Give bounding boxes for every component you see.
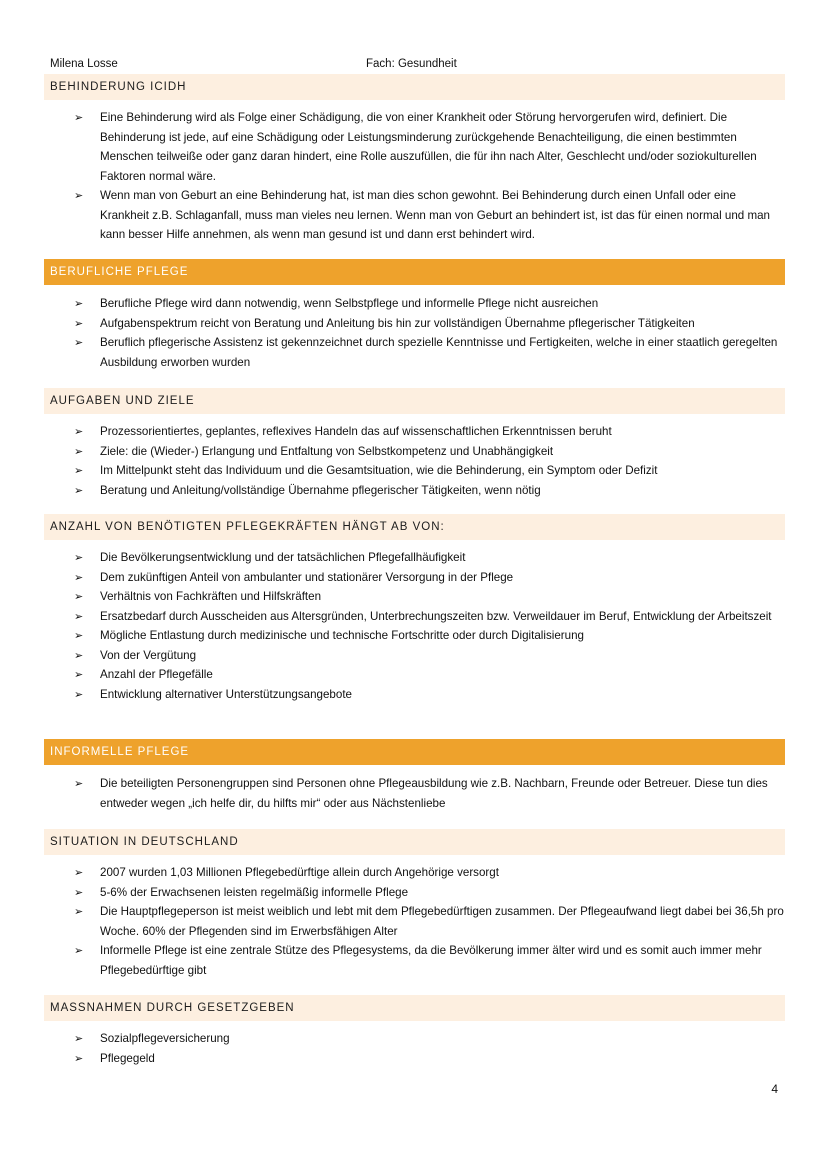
- bullet-list: [44, 548, 785, 704]
- list-item: ➢ Entwicklung alternativer Unterstützungsangebote: [44, 685, 785, 705]
- section-situation-deutschland: [44, 829, 785, 980]
- list-item: ➢ Sozialpflegeversicherung: [44, 1029, 785, 1049]
- page-number: 4: [771, 1082, 778, 1096]
- list-item: ➢ Prozessorientiertes, geplantes, reflexives Handeln das auf wissenschaftlichen Erkenntnissen beruht: [44, 422, 785, 442]
- bullet-list: [44, 294, 785, 372]
- section-massnahmen-gesetzgeber: [44, 995, 785, 1068]
- section-heading: SITUATION IN DEUTSCHLAND: [44, 829, 785, 855]
- section-heading: AUFGABEN UND ZIELE: [44, 388, 785, 414]
- section-heading: BERUFLICHE PFLEGE: [44, 259, 785, 285]
- bullet-list: [44, 1029, 785, 1068]
- list-item: ➢ Pflegegeld: [44, 1049, 785, 1069]
- list-item: ➢ Beratung und Anleitung/vollständige Übernahme pflegerischer Tätigkeiten, wenn nötig: [44, 481, 785, 501]
- section-behinderung-icidh: [44, 74, 785, 245]
- bullet-list: [44, 422, 785, 500]
- list-item: ➢ Ziele: die (Wieder-) Erlangung und Entfaltung von Selbstkompetenz und Unabhängigkeit: [44, 442, 785, 462]
- section-heading: INFORMELLE PFLEGE: [44, 739, 785, 765]
- author-name: Milena Losse: [50, 58, 118, 70]
- list-item: ➢ Mögliche Entlastung durch medizinische und technische Fortschritte oder durch Digitalisierung: [44, 626, 785, 646]
- list-item: ➢ Berufliche Pflege wird dann notwendig, wenn Selbstpflege und informelle Pflege nicht ausreichen: [44, 294, 785, 314]
- list-item: ➢ 5-6% der Erwachsenen leisten regelmäßig informelle Pflege: [44, 883, 785, 903]
- section-heading: ANZAHL VON BENÖTIGTEN PFLEGEKRÄFTEN HÄNGT AB VON:: [44, 514, 785, 540]
- list-item: ➢ Anzahl der Pflegefälle: [44, 665, 785, 685]
- list-item: ➢ Von der Vergütung: [44, 646, 785, 666]
- list-item: ➢ Dem zukünftigen Anteil von ambulanter und stationärer Versorgung in der Pflege: [44, 568, 785, 588]
- list-item: ➢ Die beteiligten Personengruppen sind Personen ohne Pflegeausbildung wie z.B. Nachbarn, Freunde oder Betreuer. Diese tun dies entweder wegen „ich helfe dir, du hilfts mir“ oder aus Nächstenliebe: [44, 774, 785, 813]
- list-item: ➢ Eine Behinderung wird als Folge einer Schädigung, die von einer Krankheit oder Störung hervorgerufen wird, definiert. Die Behinderung ist jede, auf eine Schädigung oder Leistungsminderung zurückgehende Benachteiligung, die einen bestimmten Menschen teilweiße oder ganz daran hindert, eine Rolle auszufüllen, die für ihn nach Alter, Geschlecht und/oder soziokulturellen Faktoren normal wäre.: [44, 108, 785, 186]
- list-item: ➢ Aufgabenspektrum reicht von Beratung und Anleitung bis hin zur vollständigen Übernahme pflegerischer Tätigkeiten: [44, 314, 785, 334]
- list-item: ➢ Beruflich pflegerische Assistenz ist gekennzeichnet durch spezielle Kenntnisse und Fertigkeiten, welche in einer staatlich geregelten Ausbildung erworben wurden: [44, 333, 785, 372]
- list-item: ➢ Ersatzbedarf durch Ausscheiden aus Altersgründen, Unterbrechungszeiten bzw. Verweildauer im Beruf, Entwicklung der Arbeitszeit: [44, 607, 785, 627]
- section-informelle-pflege: [44, 739, 785, 813]
- section-heading: MASSNAHMEN DURCH GESETZGEBEN: [44, 995, 785, 1021]
- list-item: ➢ 2007 wurden 1,03 Millionen Pflegebedürftige allein durch Angehörige versorgt: [44, 863, 785, 883]
- page-header: [50, 58, 784, 74]
- bullet-list: [44, 774, 785, 813]
- section-heading: BEHINDERUNG ICIDH: [44, 74, 785, 100]
- list-item: ➢ Verhältnis von Fachkräften und Hilfskräften: [44, 587, 785, 607]
- list-item: ➢ Die Bevölkerungsentwicklung und der tatsächlichen Pflegefallhäufigkeit: [44, 548, 785, 568]
- subject-label: Fach: Gesundheit: [366, 58, 457, 70]
- list-item: ➢ Wenn man von Geburt an eine Behinderung hat, ist man dies schon gewohnt. Bei Behinderung durch einen Unfall oder eine Krankheit z.B. Schlaganfall, muss man vieles neu lernen. Wenn man von Geburt an behindert ist, ist das für einen normal und man kann besser Hilfe annehmen, als wenn man gesund ist und dann erst behindert wird.: [44, 186, 785, 245]
- section-anzahl-pflegekraefte: [44, 514, 785, 704]
- section-aufgaben-und-ziele: [44, 388, 785, 500]
- section-berufliche-pflege: [44, 259, 785, 372]
- list-item: ➢ Im Mittelpunkt steht das Individuum und die Gesamtsituation, wie die Behinderung, ein Symptom oder Defizit: [44, 461, 785, 481]
- bullet-list: [44, 863, 785, 980]
- bullet-list: [44, 108, 785, 245]
- list-item: ➢ Informelle Pflege ist eine zentrale Stütze des Pflegesystems, da die Bevölkerung immer älter wird und es somit auch immer mehr Pflegebedürftige gibt: [44, 941, 785, 980]
- list-item: ➢ Die Hauptpflegeperson ist meist weiblich und lebt mit dem Pflegebedürftigen zusammen. Der Pflegeaufwand liegt dabei bei 36,5h pro Woche. 60% der Pflegenden sind im Erwerbsfähigen Alter: [44, 902, 785, 941]
